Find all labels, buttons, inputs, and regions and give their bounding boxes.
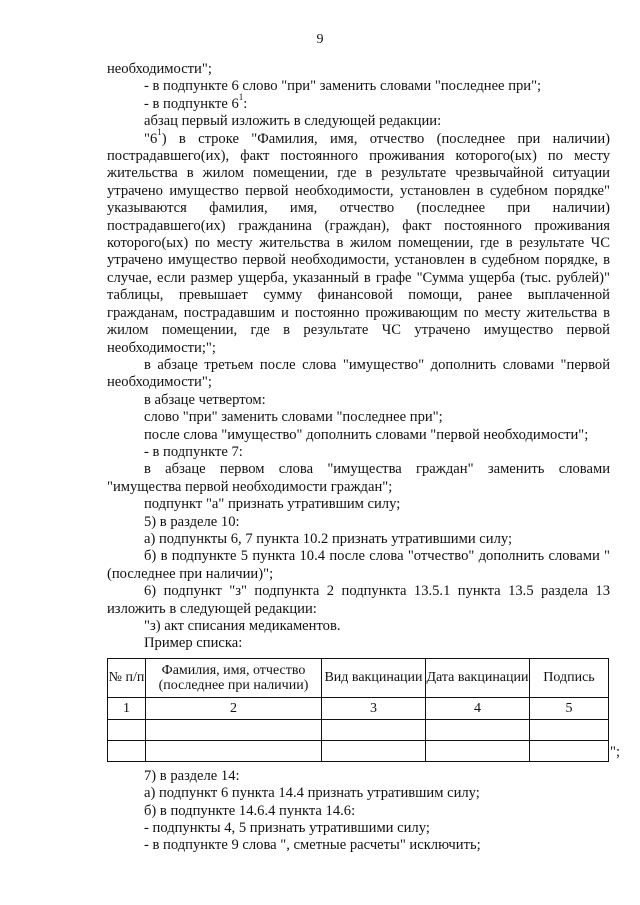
paragraph-14: а) подпункты 6, 7 пункта 10.2 признать утратившими силу; xyxy=(144,530,513,547)
table-cell xyxy=(322,719,426,740)
paragraph-13: 5) в разделе 10: xyxy=(144,513,240,530)
paragraph-after-5: - в подпункте 9 слова ", сметные расчеты" исключить; xyxy=(144,837,481,854)
paragraph-after-3: б) в подпункте 14.6.4 пункта 14.6: xyxy=(144,802,356,819)
table-cell xyxy=(108,719,146,740)
table-row xyxy=(108,740,609,761)
table-cell xyxy=(426,740,530,761)
table-cell: 4 xyxy=(426,697,530,719)
paragraph-4: абзац первый изложить в следующей редакции: xyxy=(144,113,442,130)
paragraph-10: - в подпункте 7: xyxy=(144,443,243,460)
paragraph-after-1: 7) в разделе 14: xyxy=(144,767,240,784)
paragraph-after-2: а) подпункт 6 пункта 14.4 признать утратившим силу; xyxy=(144,785,480,802)
table-cell: 3 xyxy=(322,697,426,719)
header-cell-vaccination-type: Вид вакцинации xyxy=(322,658,426,697)
table-header-row xyxy=(108,658,609,697)
paragraph-11: в абзаце первом слова "имущества граждан" заменить словами "имущества первой необходимости граждан"; xyxy=(107,461,610,495)
paragraph-3 xyxy=(107,91,610,113)
page-number: 9 xyxy=(316,32,324,47)
paragraph-16: 6) подпункт "з" подпункта 2 подпункта 13.5.1 пункта 13.5 раздела 13 изложить в следующей редакции: xyxy=(107,583,610,617)
header-cell-number: № п/п xyxy=(108,658,146,697)
table-cell xyxy=(108,740,146,761)
superscript: 1 xyxy=(238,91,244,102)
table-cell xyxy=(426,719,530,740)
paragraph-5 xyxy=(107,126,610,357)
paragraph-after-4: - подпункты 4, 5 признать утратившими силу; xyxy=(144,820,430,837)
table-number-row xyxy=(108,697,609,719)
header-cell-signature: Подпись xyxy=(530,658,609,697)
paragraph-8: слово "при" заменить словами "последнее при"; xyxy=(144,409,443,426)
table-cell xyxy=(146,740,322,761)
paragraph-6: в абзаце третьем после слова "имущество" дополнить словами "первой необходимости"; xyxy=(107,356,610,391)
table-cell: 1 xyxy=(108,697,146,719)
sample-list-table xyxy=(107,658,609,762)
paragraph-1: необходимости"; xyxy=(107,61,212,77)
sample-list-table-wrapper xyxy=(107,658,621,762)
table-cell xyxy=(322,740,426,761)
table-cell xyxy=(146,719,322,740)
paragraph-9: после слова "имущество" дополнить словами "первой необходимости"; xyxy=(144,426,589,443)
paragraph-15: б) в подпункте 5 пункта 10.4 после слова "отчество" дополнить словами "(последнее при наличии)"; xyxy=(107,548,610,582)
paragraph-2: - в подпункте 6 слово "при" заменить словами "последнее при"; xyxy=(144,78,542,95)
paragraph-12: подпункт "а" признать утратившим силу; xyxy=(144,496,401,513)
paragraph-7: в абзаце четвертом: xyxy=(144,391,266,408)
table-cell xyxy=(530,740,609,761)
paragraph-3-text: - в подпункте 6 xyxy=(144,95,239,112)
closing-quote: "; xyxy=(610,744,621,761)
paragraph-3-tail: : xyxy=(243,95,248,112)
paragraph-17: "з) акт списания медикаментов. xyxy=(144,618,341,634)
header-cell-name: Фамилия, имя, отчество (последнее при наличии) xyxy=(146,658,322,697)
table-cell: 2 xyxy=(146,697,322,719)
paragraph-5-text: ) в строке "Фамилия, имя, отчество (последнее при наличии) пострадавшего(их), факт постоянного проживания которого(ых) по месту жительства в жилом помещении, где в результате чрезвычайной ситуации утрачено имущество первой необходимости, установлен в судебном порядке" указываются фамилия, имя, отчество (последнее при наличии) пострадавшего(их) гражданина (граждан), факт постоянного проживания которого(ых) по месту жительства в жилом помещении, где в результате ЧС утрачено имущество первой необходимости, установлен в судебном порядке, в случае, если размер ущерба, указанный в графе "Сумма ущерба (тыс. рублей)" таблицы, превышает сумму финансовой помощи, ранее выплаченной гражданам, пострадавшим и постоянно проживающим по месту жительства в жилом помещении, где в результате ЧС утрачено имущество первой необходимости;"; xyxy=(107,130,610,356)
document-body xyxy=(107,61,621,855)
table-row xyxy=(108,719,609,740)
table-cell: 5 xyxy=(530,697,609,719)
superscript: 1 xyxy=(157,126,162,137)
table-cell xyxy=(530,719,609,740)
paragraph-5-start: "6 xyxy=(144,130,158,147)
paragraph-18: Пример списка: xyxy=(144,635,243,652)
header-cell-vaccination-date: Дата вакцинации xyxy=(426,658,530,697)
